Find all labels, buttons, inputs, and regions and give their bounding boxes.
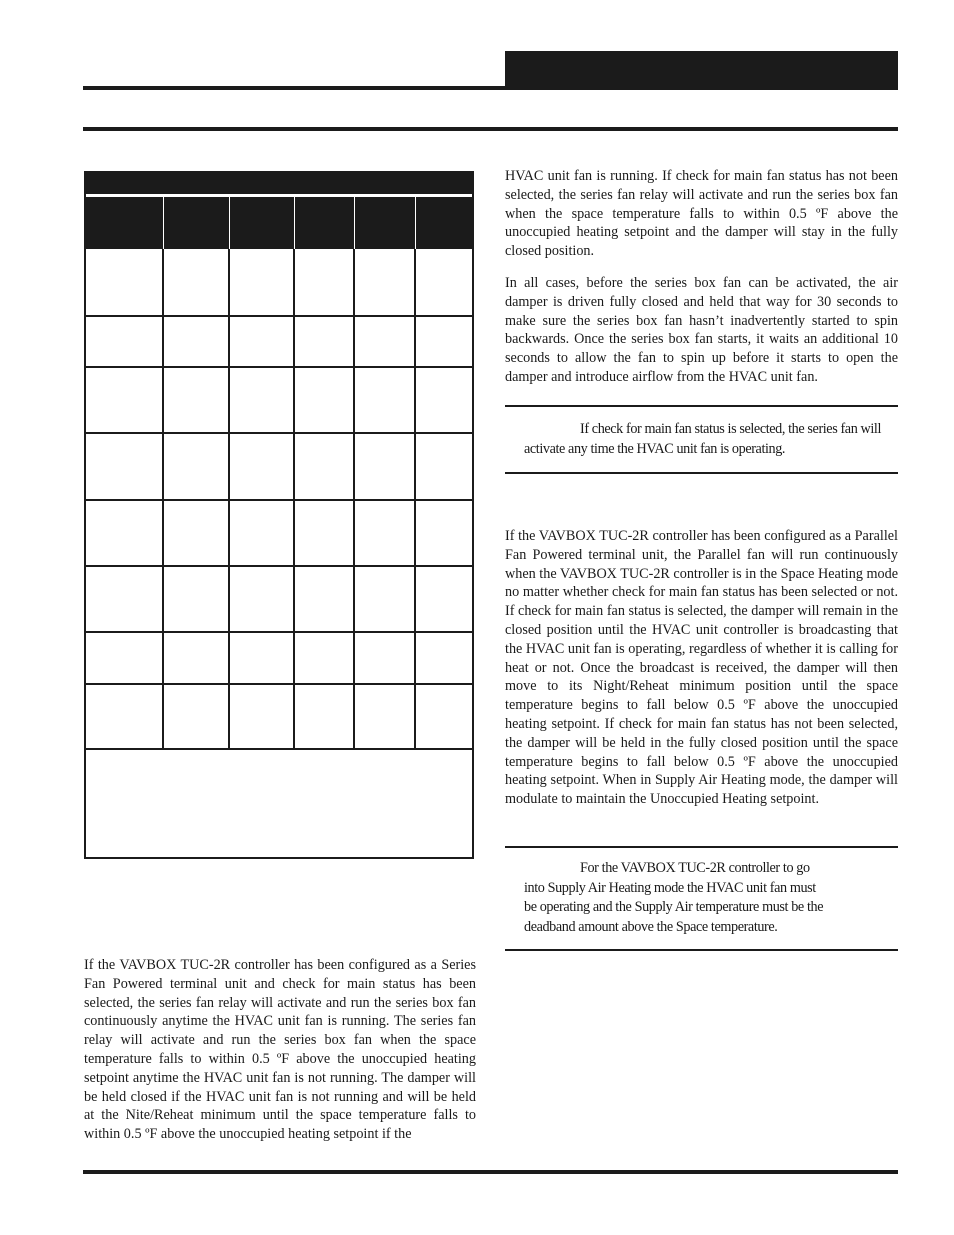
note-1-text: If check for main fan status is selected, the series fan will activate any time the HVAC unit fan is operating. [524,421,882,457]
header-divider [415,197,416,249]
header-rule-top [83,86,898,90]
header-bar [505,51,898,88]
header-divider [229,197,230,249]
note-2-line-2: into Supply Air Heating mode the HVAC unit fan must [524,879,816,896]
table-row [86,315,472,317]
header-divider [294,197,295,249]
header-rule-bottom [83,127,898,131]
note-2-line-1: For the VAVBOX TUC-2R controller to go [580,860,810,876]
all-cases-paragraph: In all cases, before the series box fan can be activated, the air damper is driven fully closed and held that way for 30 seconds to make sure the series box fan hasn’t inadvertently started to spin backwards. Once the series box fan starts, it waits an additional 10 seconds to allow the fan to spin up before it starts to open the damper and introduce airflow from the HVAC unit fan. [505,274,898,385]
table-row [86,748,472,750]
parallel-fan-paragraph: If the VAVBOX TUC-2R controller has been configured as a Parallel Fan Powered terminal unit, the Parallel fan will run continuously when the VAVBOX TUC-2R controller is in the Space Heating mode no matter whether check for main fan status has been selected or not. If check for main fan status is selected, the damper will remain in the closed position until the HVAC unit controller is broadcasting that the HVAC unit fan is operating, regardless of whether it is calling for heat or not. Once the broadcast is received, the damper will then move to its Night/Reheat minimum position until the space temperature begins to fall below 0.5 ºF above the unoccupied heating setpoint. If check for main fan status has not been selected, the damper will be held in the fully closed position until the space temperature begins to fall below 0.5 ºF above the unoccupied heating setpoint. When in Supply Air Heating mode, the damper will modulate to maintain the Unoccupied Heating setpoint. [505,528,898,808]
header-divider [163,197,164,249]
left-text-column [84,956,476,1144]
table-row [86,499,472,501]
table-title-bar [86,173,472,194]
continued-paragraph: HVAC unit fan is running. If check for main fan status has not been selected, the series fan relay will activate and run the series box fan when the space temperature falls to within 0.5 ºF above the unoccupied heating setpoint and the damper will stay in the fully closed position. [505,168,898,260]
note-2-line-4: deadband amount above the Space temperature. [524,918,778,935]
series-fan-paragraph: If the VAVBOX TUC-2R controller has been configured as a Series Fan Powered terminal unit and check for main status has been selected, the series fan relay will activate and run the series box fan continuously anytime the HVAC unit fan is running. The series fan relay will activate and run the series box fan when the space temperature falls to within 0.5 ºF above the unoccupied heating setpoint anytime the HVAC unit fan is not running. The damper will be held closed if the HVAC unit fan is not running and will be held at the Nite/Reheat minimum until the space temperature falls to within 0.5 ºF above the unoccupied heating setpoint if the [84,957,476,1143]
table-row [86,683,472,685]
data-table [84,171,474,859]
table-header-row [86,197,472,249]
table-row [86,631,472,633]
note-box-2 [505,846,898,951]
footer-rule [83,1170,898,1174]
right-text-column-middle [505,527,898,809]
table-row [86,432,472,434]
header-divider [354,197,355,249]
note-2-line-3: be operating and the Supply Air temperature must be the [524,899,824,915]
note-box-1 [505,405,898,474]
table-row [86,366,472,368]
table-row [86,565,472,567]
right-text-column-top [505,167,898,387]
